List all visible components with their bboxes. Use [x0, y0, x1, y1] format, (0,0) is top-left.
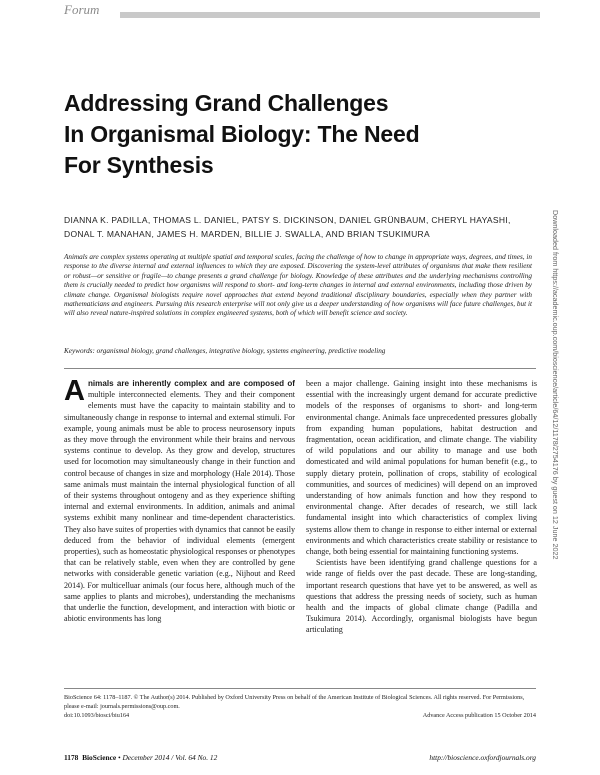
section-label: Forum	[64, 2, 100, 17]
author-line: DONAL T. MANAHAN, JAMES H. MARDEN, BILLIE J. SWALLA, AND BRIAN TSUKIMURA	[64, 229, 430, 239]
copyright-line: BioScience 64: 1178–1187. © The Author(s) 2014. Published by Oxford University Press on behalf of the American Institute of Biological Sciences. All rights reserved. For Permissions, please e-mail: journals.permissions@oup.com.	[64, 694, 525, 710]
doi[interactable]: doi:10.1093/biosci/biu164	[64, 712, 130, 719]
title-line: Addressing Grand Challenges	[64, 90, 389, 116]
title-line: For Synthesis	[64, 152, 214, 178]
footer-left	[64, 753, 217, 762]
body-paragraph: Scientists have been identifying grand challenge questions for a wide range of fields over the past decade. These are long-standing, important research questions that have yet to be answered, as well as questions that address the pressing needs of society, such as human health and the impacts of global climate change (Padilla and Tsukimura 2014). Accordingly, organismal biologists have begun articulating	[306, 558, 537, 635]
section-rule	[120, 12, 540, 18]
lead-in: nimals are inherently complex and are composed of	[87, 379, 295, 388]
title-line: In Organismal Biology: The Need	[64, 121, 420, 147]
page-number: 1178	[64, 753, 79, 762]
body-column-right	[306, 378, 537, 636]
abstract: Animals are complex systems operating at multiple spatial and temporal scales, facing the challenge of how to change in appropriate ways, degrees, and times, in response to the diverse internal and external influences to which they are exposed. Discovering the system-level attributes of organisms that make them resilient or robust—or sensitive or fragile—to change presents a grand challenge for biology. Knowledge of these attributes and the underlying mechanisms controlling them is crucially needed to predict how organisms will respond to short- and long-term changes in internal and external environments, including those driven by climate change. Organismal biologists require novel approaches that extend beyond traditional disciplinary boundaries, especially when they partner with mathematicians and engineers. Pursuing this research enterprise will not only give us a deeper understanding of how organisms will face future challenges, but it will also reveal nature-inspired solutions in complex engineered systems, both of which will benefit science and society.	[64, 253, 532, 318]
author-list	[64, 213, 534, 241]
body-paragraph	[64, 375, 295, 624]
keywords: Keywords: organismal biology, grand challenges, integrative biology, systems engineering, predictive modeling	[64, 347, 386, 355]
drop-cap: A	[64, 375, 85, 407]
author-line: DIANNA K. PADILLA, THOMAS L. DANIEL, PATSY S. DICKINSON, DANIEL GRÜNBAUM, CHERYL HAYASHI,	[64, 215, 511, 225]
section-header	[0, 0, 600, 16]
article-title	[64, 88, 464, 181]
footnote-divider	[64, 688, 536, 689]
issue-info: • December 2014 / Vol. 64 No. 12	[118, 753, 218, 762]
doi-row	[64, 711, 536, 720]
body-paragraph: been a major challenge. Gaining insight into these mechanisms is essential with the increasingly urgent demand for accurate predictive models of the responses of organisms to short- and long-term environmental change. Animals face unprecedented pressures globally from expanding human populations, habitat destruction and fragmentation, ocean acidification, and climate change. The viability of wild populations and our ability to manage and use both domesticated and wild animal populations for human benefit (e.g., to supply dietary protein, pollination of crops, stability of ecological communities, and sources of medicines) will depend on an improved understanding of how animals function and how they respond to environmental change. After decades of research, we still lack fundamental insight into which characteristics of complex living systems allow them to change in response to either internal or external environments and which characteristics create stability or resistance to change, both being essential for maintaining functioning systems.	[306, 379, 537, 557]
publication-footnote	[64, 693, 536, 720]
body-text: multiple interconnected elements. They and their component elements must have the capacity to maintain stability and to simultaneously change in response to internal and external stimuli. For example, young animals must be able to process neurosensory inputs as they move through the environment while their brains and nervous systems continue to develop. As they grow and develop, structures used for locomotion may simultaneously change in their function and control because of changes in size and morphology (Hale 2014). Those same animals must maintain the internal physiological function of all of their systems throughout ontogeny and as they experience shifting internal and external environments. In addition, animals and animal systems exhibit many nonlinear and time-dependent characteristics. They also have suites of properties with dynamics that cannot be easily deduced from the behavior of individual elements (emergent properties), such as homeostatic physiological responses or phenotypes that can be relatively stable, even when they are controlled by gene networks with considerable genetic variation (e.g., Nijhout and Reed 2014). For multicelluar animals (our focus here, although much of the same applies to plants and microbes), understanding the mechanisms that underlie the function, development, and interaction with biotic or abiotic environments has long	[64, 390, 295, 624]
download-watermark: Downloaded from https://academic.oup.com/bioscience/article/64/12/1178/2754176 by guest on 12 June 2022	[551, 210, 560, 560]
journal-name: BioScience	[82, 753, 117, 762]
divider	[64, 368, 536, 369]
page-footer	[64, 753, 536, 762]
advance-access: Advance Access publication 15 October 2014	[422, 712, 536, 719]
body-column-left	[64, 375, 295, 624]
journal-url[interactable]: http://bioscience.oxfordjournals.org	[429, 753, 536, 762]
